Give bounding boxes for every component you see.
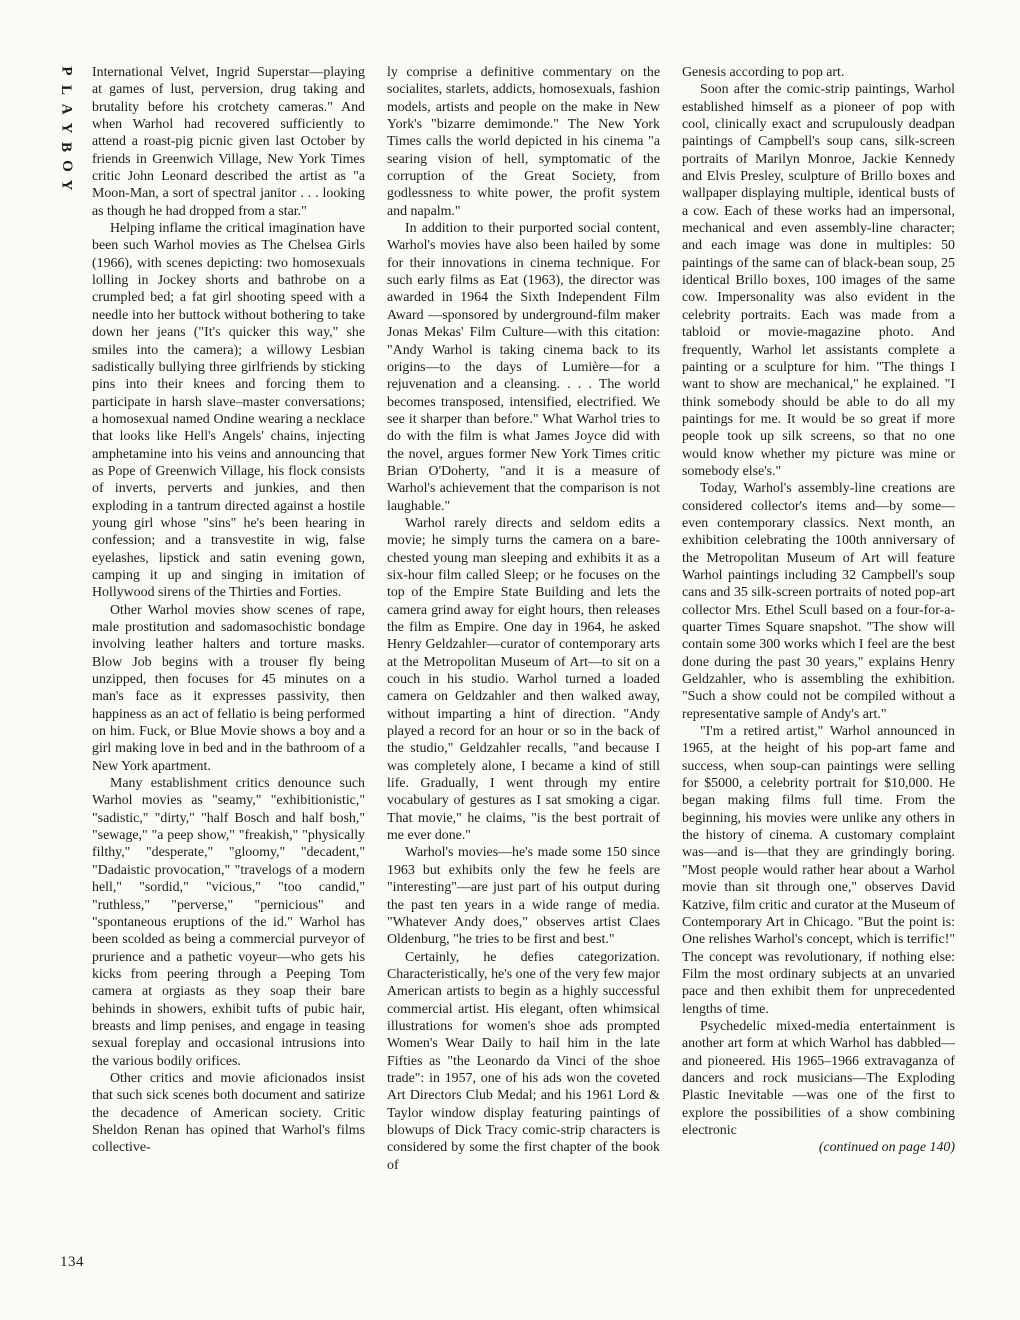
- paragraph: Soon after the comic-strip paintings, Warhol established himself as a pioneer of pop with cool, clinically exact and scrupulously deadpan paintings of Campbell's soup cans, silk-screen portraits of Marilyn Monroe, Jackie Kennedy and Elvis Presley, sculpture of Brillo boxes and wallpaper displaying multiple, identical busts of a cow. Each of these works had an impersonal, mechanical and even assembly-line character; and each image was done in multiples: 50 paintings of the same can of black-bean soup, 25 identical Brillo boxes, 100 images of the same cow. Impersonality was also evident in the celebrity portraits. Each was made from a tabloid or movie-magazine photo. And frequently, Warhol let assistants complete a painting or a sculpture for him. "The things I want to show are mechanical," he explained. "I think somebody should be able to do all my paintings for me. It would be so great if more people took up silk screens, so that no one would know whether my picture was mine or somebody else's.": [682, 82, 955, 479]
- masthead-letter: Y: [58, 179, 75, 192]
- masthead-letter: P: [58, 66, 75, 77]
- page-number: 134: [60, 1254, 84, 1270]
- paragraph: Many establishment critics denounce such Warhol movies as "seamy," "exhibitionistic," "sadistic," "dirty," "half Bosch and half bosh," "sewage," "a peep show," "freakish," "physically filthy," "desperate," "gloomy," "decadent," "Dadaistic provocation," "travelogs of a modern hell," "sordid," "vicious," "too candid," "ruthless," "perverse," "pernicious" and "spontaneous eruptions of the id." Warhol has been scolded as being a commercial purveyor of prurience and a pathetic voyeur—who gets his kicks from peering through a Peeping Tom camera at orgiasts as they soap their bare behinds in showers, exhibit tufts of pubic hair, breasts and limp penises, and engage in teasing sexual foreplay and occasional intrusions into the various bodily orifices.: [92, 776, 365, 1069]
- masthead-letter: L: [58, 84, 75, 97]
- paragraph: Today, Warhol's assembly-line creations are considered collector's items and—by some—even contemporary classics. Next month, an exhibition celebrating the 100th anniversary of the Metropolitan Museum of Art will feature Warhol paintings including 32 Campbell's soup cans and 35 silk-screen portraits of noted pop-art collector Mrs. Ethel Scull based on a four-for-a-quarter Times Square snapshot. "The show will contain some 300 works which I feel are the best done during the past 30 years," explains Henry Geldzahler, who is assembling the exhibition. "Such a show could not be compiled without a representative sample of Andy's art.": [682, 481, 955, 722]
- text-column-3: [682, 64, 955, 1304]
- paragraph: Genesis according to pop art.: [682, 65, 845, 80]
- article-body: [92, 64, 956, 1304]
- continued-note: (continued on page 140): [818, 1140, 955, 1156]
- text-column-1: [92, 64, 365, 1304]
- masthead-letter: O: [58, 160, 75, 173]
- magazine-masthead: [52, 62, 80, 195]
- paragraph: Warhol's movies—he's made some 150 since 1963 but exhibits only the few he feels are "interesting"—are just part of his output during the past ten years in a wide range of media. "Whatever Andy does," observes artist Claes Oldenburg, "he tries to be first and best.": [387, 845, 660, 948]
- paragraph: "I'm a retired artist," Warhol announced in 1965, at the height of his pop-art fame and success, when soup-can paintings were selling for $5000, a celebrity portrait for $10,000. He began making films full time. From the beginning, his movies were unlike any others in the history of cinema. A customary complaint was—and is—that they are grindingly boring. "Most people would rather hear about a Warhol movie than sit through one," observes David Katzive, film critic and curator at the Museum of Contemporary Art in Chicago. "But the point is: One relishes Warhol's concept, which is terrific!" The concept was revolutionary, if nothing else: Film the most ordinary subjects at an unvaried pace and then exhibit them for unprecedented lengths of time.: [682, 724, 955, 1017]
- masthead-letter: A: [58, 103, 75, 116]
- paragraph: Psychedelic mixed-media entertainment is another art form at which Warhol has dabbled—and pioneered. His 1965–1966 extravaganza of dancers and rock musicians—The Exploding Plastic Inevitable —was one of the first to explore the possibilities of a show combining electronic: [682, 1018, 955, 1138]
- text-column-2: [387, 64, 660, 1304]
- paragraph: Certainly, he defies categorization. Characteristically, he's one of the very few major American artists to begin as a highly successful commercial artist. His elegant, often whimsical illustrations for women's shoe ads prompted Women's Wear Daily to hail him in the late Fifties as "the Leonardo da Vinci of the shoe trade": in 1957, one of his ads won the coveted Art Directors Club Medal; and his 1961 Lord & Taylor window display featuring paintings of blowups of Dick Tracy comic-strip characters is considered by some the first chapter of the book of: [387, 949, 660, 1173]
- paragraph: In addition to their purported social content, Warhol's movies have also been hailed by some for their innovations in cinema technique. For such early films as Eat (1963), the director was awarded in 1964 the Sixth Independent Film Award —sponsored by underground-film maker Jonas Mekas' Film Culture—with this citation: "Andy Warhol is taking cinema back to its origins—to the days of Lumière—for a rejuvenation and a cleansing. . . . The world becomes transposed, intensified, electrified. We see it sharper than before." What Warhol tries to do with the film is what James Joyce did with the novel, argues former New York Times critic Brian O'Doherty, "and it is a measure of Warhol's achievement that the comparison is not laughable.": [387, 221, 660, 514]
- paragraph: Other Warhol movies show scenes of rape, male prostitution and sadomasochistic bondage involving leather halters and torture masks. Blow Job begins with a trouser fly being unzipped, then focuses for 45 minutes on a man's face as it expresses passivity, then happiness as an act of fellatio is being performed on him. Fuck, or Blue Movie shows a boy and a girl making love in bed and in the bathroom of a New York apartment.: [92, 602, 365, 774]
- paragraph: Helping inflame the critical imagination have been such Warhol movies as The Chelsea Girls (1966), with scenes depicting: two homosexuals lolling in Jockey shorts and bathrobe on a crumpled bed; a fat girl shooting speed with a needle into her buttock without bothering to take down her jeans ("It's quicker this way," she smiles into the camera); a willowy Lesbian sadistically bullying three girlfriends by sticking pins into their knees and forcing them to participate in harsh slave–master conversations; a homosexual named Ondine wearing a necklace that looks like Hell's Angels' chains, injecting amphetamine into his veins and announcing that as Pope of Greenwich Village, his flock consists of inverts, perverts and junkies, and then exploding in a tantrum directed against a hostile young girl whose "sins" he's been hearing in confession; and a transvestite in wig, false eyelashes, lipstick and satin evening gown, camping it up and singing in imitation of Hollywood sirens of the Thirties and Forties.: [92, 221, 365, 601]
- masthead-letter: B: [58, 141, 75, 154]
- paragraph: International Velvet, Ingrid Superstar—playing at games of lust, perversion, drug taking and brutality before his crotchety cameras." And when Warhol had recovered sufficiently to attend a roast-pig picnic given last October by friends in Greenwich Village, New York Times critic John Leonard described the artist as "a Moon-Man, a sort of spectral janitor . . . looking as though he had dropped from a star.": [92, 65, 365, 219]
- paragraph: ly comprise a definitive commentary on the socialites, starlets, addicts, homosexuals, fashion models, artists and people on the make in New York's "bizarre demimonde." The New York Times calls the world depicted in his cinema "a searing vision of hell, symptomatic of the corruption of the Great Society, from godlessness to white power, the profit system and napalm.": [387, 65, 660, 219]
- masthead-letter: Y: [58, 122, 75, 135]
- paragraph: Warhol rarely directs and seldom edits a movie; he simply turns the camera on a bare-chested young man sleeping and exhibits it as a six-hour film called Sleep; or he focuses on the top of the Empire State Building and lets the camera grind away for eight hours, then releases the film as Empire. One day in 1964, he asked Henry Geldzahler—curator of contemporary arts at the Metropolitan Museum of Art—to sit on a couch in his studio. Warhol turned a loaded camera on Geldzahler and then walked away, without imparting a hint of direction. "Andy played a record for an hour or so in the back of the studio," Geldzahler recalls, "and because I was completely alone, I became a kind of still life. Gradually, I went through my entire vocabulary of gestures as I sat smoking a cigar. That movie," he claims, "is the best portrait of me ever done.": [387, 515, 660, 844]
- paragraph: Other critics and movie aficionados insist that such sick scenes both document and satirize the decadence of American society. Critic Sheldon Renan has opined that Warhol's films collective-: [92, 1070, 365, 1156]
